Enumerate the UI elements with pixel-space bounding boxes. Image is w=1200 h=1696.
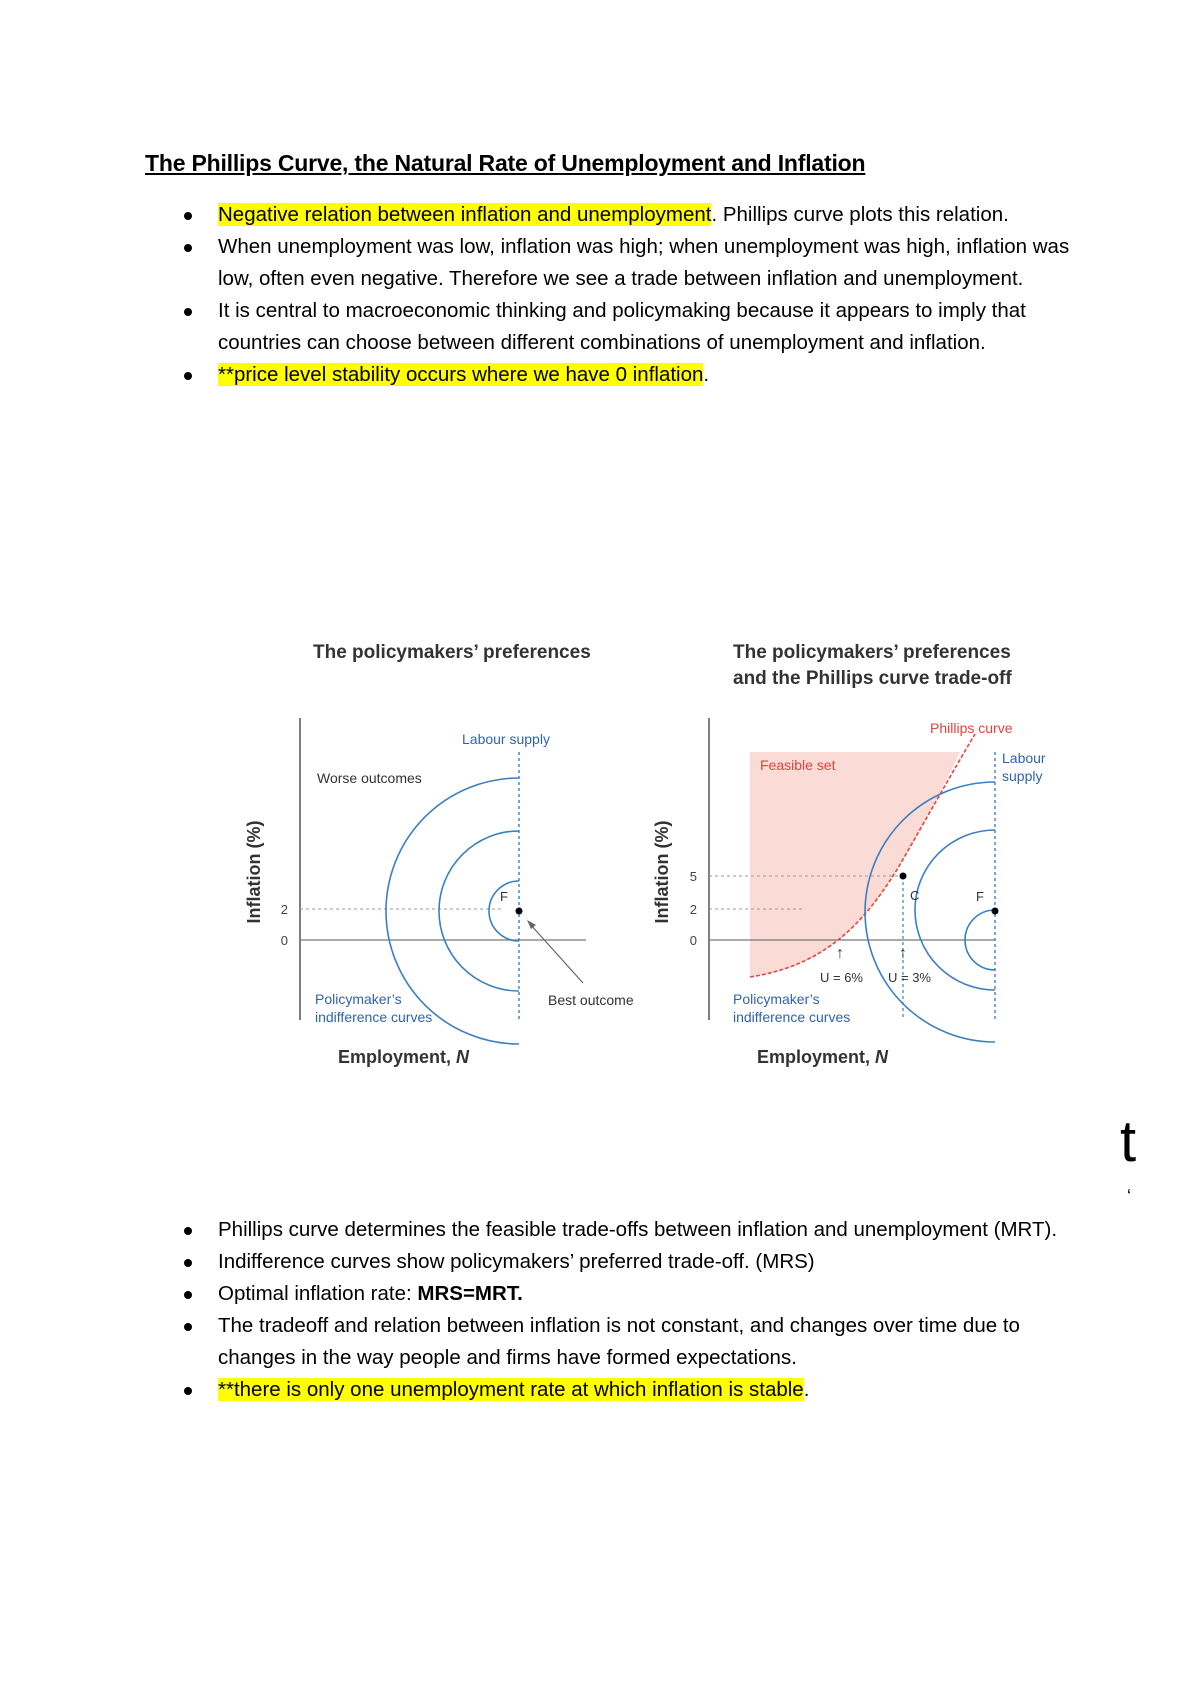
list-item-text: When unemployment was low, inflation was high; when unemployment was high, inflation was low, often even negative. Therefore we see a trade between inflation and unemployment.: [218, 235, 1070, 290]
bullet-list-summary: [0, 1214, 1200, 1406]
left-indifference-label-2: indifference curves: [315, 1009, 433, 1025]
bullet-icon: [184, 1291, 192, 1299]
right-y-axis-label: Inflation (%): [652, 820, 672, 924]
list-item-text: .: [703, 363, 710, 386]
list-item: [0, 1374, 1200, 1406]
bullet-icon: [184, 1227, 192, 1235]
right-point-f-label: F: [976, 889, 984, 904]
list-item: [0, 231, 1200, 295]
bullet-list-intro: [0, 199, 1200, 391]
left-indifference-label-1: Policymaker’s: [315, 991, 402, 1007]
list-item-text: .: [803, 1378, 810, 1401]
right-panel: [652, 642, 1046, 1067]
left-best-outcome-label: Best outcome: [548, 992, 634, 1008]
list-item-text: Indifference curves show policymakers’ preferred trade-off. (MRS): [218, 1250, 815, 1273]
right-indifference-label-2: indifference curves: [733, 1009, 851, 1025]
list-item-text: Optimal inflation rate:: [218, 1282, 418, 1305]
highlighted-text: **there is only one unemployment rate at which inflation is stable: [218, 1378, 804, 1401]
u6-label: U = 6%: [820, 970, 863, 985]
arrow-head-icon: [527, 920, 536, 929]
bullet-icon: [184, 212, 192, 220]
phillips-curve-label: Phillips curve: [930, 720, 1013, 736]
left-best-arrow-line: [530, 924, 583, 983]
right-panel-title-1: The policymakers’ preferences: [733, 642, 1011, 663]
up-arrow-icon: ↑: [836, 945, 844, 962]
bullet-icon: [184, 372, 192, 380]
u3-label: U = 3%: [888, 970, 931, 985]
list-item-text: Phillips curve determines the feasible trade-offs between inflation and unemployment (MRT).: [218, 1218, 1058, 1241]
left-x-axis-label: Employment, N: [338, 1047, 470, 1067]
list-item: [0, 1310, 1200, 1374]
right-point-c: [900, 873, 907, 880]
right-labour-supply-label-1: Labour: [1002, 750, 1046, 766]
left-point-f: [516, 908, 523, 915]
right-point-f: [992, 908, 999, 915]
page-title: The Phillips Curve, the Natural Rate of Unemployment and Inflation: [145, 150, 866, 176]
highlighted-text: Negative relation between inflation and unemployment: [218, 203, 712, 226]
left-labour-supply-label: Labour supply: [462, 731, 550, 747]
stray-glyph: t: [1120, 1109, 1137, 1174]
right-indifference-curve-2: [915, 830, 995, 990]
bullet-icon: [184, 1259, 192, 1267]
list-item: [0, 295, 1200, 359]
right-x-axis-label: Employment, N: [757, 1047, 889, 1067]
right-tick-0: 0: [689, 933, 697, 948]
list-item: [0, 199, 1200, 231]
list-item: [0, 1278, 1200, 1310]
list-item: [0, 1246, 1200, 1278]
left-y-axis-label: Inflation (%): [244, 820, 264, 924]
bullet-icon: [184, 1387, 192, 1395]
list-item-text: . Phillips curve plots this relation.: [711, 203, 1009, 226]
left-panel-title: The policymakers’ preferences: [313, 642, 591, 663]
right-labour-supply-label-2: supply: [1002, 768, 1043, 784]
right-point-c-label: C: [910, 888, 920, 903]
left-point-f-label: F: [500, 889, 508, 904]
bullet-icon: [184, 1323, 192, 1331]
right-indifference-label-1: Policymaker’s: [733, 991, 820, 1007]
up-arrow-icon: ↑: [899, 945, 907, 962]
list-item: [0, 1214, 1200, 1246]
stray-mark: ‘: [1127, 1186, 1131, 1206]
feasible-set-label: Feasible set: [760, 757, 836, 773]
list-item: [0, 359, 1200, 391]
left-tick-2: 2: [280, 902, 288, 917]
bold-text: MRS=MRT.: [417, 1282, 523, 1305]
left-worse-outcomes-label: Worse outcomes: [317, 770, 422, 786]
right-tick-2: 2: [689, 902, 697, 917]
bullet-icon: [184, 308, 192, 316]
left-indifference-curve-2: [439, 831, 519, 991]
list-item-text: It is central to macroeconomic thinking and policymaking because it appears to imply that countries can choose between different combinations of unemployment and inflation.: [218, 299, 1026, 354]
right-panel-title-2: and the Phillips curve trade-off: [733, 668, 1012, 689]
left-panel: [244, 642, 634, 1067]
highlighted-text: **price level stability occurs where we have 0 inflation: [218, 363, 704, 386]
left-tick-0: 0: [280, 933, 288, 948]
bullet-icon: [184, 244, 192, 252]
phillips-curve-figure: [230, 630, 1046, 1090]
left-indifference-curve-3: [386, 778, 519, 1044]
list-item-text: The tradeoff and relation between inflation is not constant, and changes over time due to changes in the way people and firms have formed expectations.: [218, 1314, 1020, 1369]
right-tick-5: 5: [689, 869, 697, 884]
